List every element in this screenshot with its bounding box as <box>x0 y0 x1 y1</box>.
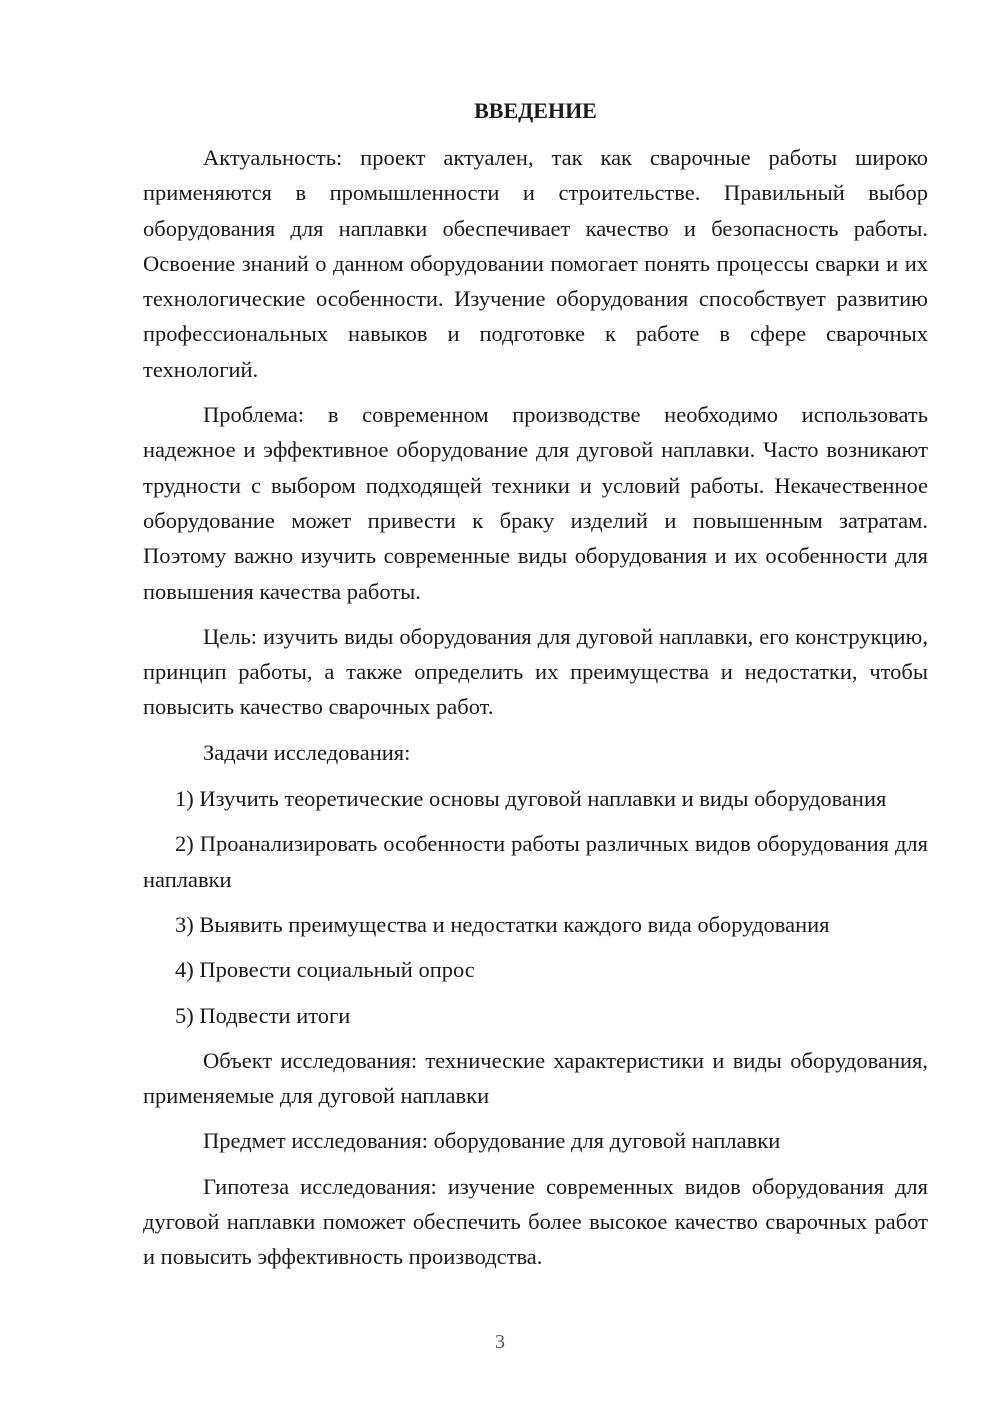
task-item-2: 2) Проанализировать особенности работы различных видов оборудования для наплавки <box>143 831 928 892</box>
task-item-4: 4) Провести социальный опрос <box>175 957 475 983</box>
page-title: ВВЕДЕНИЕ <box>474 98 597 123</box>
hypothesis-paragraph: Гипотеза исследования: изучение современных видов оборудования для дуговой наплавки поможет обеспечить более высокое качество сварочных работ и повысить эффективность производства. <box>143 1173 928 1270</box>
task-item-1: 1) Изучить теоретические основы дуговой наплавки и виды оборудования <box>175 786 887 812</box>
relevance-paragraph: Актуальность: проект актуален, так как сварочные работы широко применяются в промышленности и строительстве. Правильный выбор оборудования для наплавки обеспечивает качество и безопасность работы. Освоение знаний о данном оборудовании помогает понять процессы сварки и их технологические особенности. Изучение оборудования способствует развитию профессиональных навыков и подготовке к работе в сфере сварочных технологий. <box>143 145 928 382</box>
tasks-heading: Задачи исследования: <box>203 739 411 765</box>
page-number: 3 <box>495 1331 505 1353</box>
task-item-3: 3) Выявить преимущества и недостатки каждого вида оборудования <box>175 911 830 937</box>
task-item-5: 5) Подвести итоги <box>175 1002 351 1028</box>
subject-paragraph: Предмет исследования: оборудование для дуговой наплавки <box>203 1128 781 1154</box>
goal-paragraph: Цель: изучить виды оборудования для дуговой наплавки, его конструкцию, принцип работы, а также определить их преимущества и недостатки, чтобы повысить качество сварочных работ. <box>143 623 928 720</box>
object-paragraph: Объект исследования: технические характеристики и виды оборудования, применяемые для дуговой наплавки <box>143 1047 928 1109</box>
problem-paragraph: Проблема: в современном производстве необходимо использовать надежное и эффективное оборудование для дуговой наплавки. Часто возникают трудности с выбором подходящей техники и условий работы. Некачественное оборудование может привести к браку изделий и повышенным затратам. Поэтому важно изучить современные виды оборудования и их особенности для повышения качества работы. <box>143 402 928 604</box>
page-content <box>143 94 928 1275</box>
